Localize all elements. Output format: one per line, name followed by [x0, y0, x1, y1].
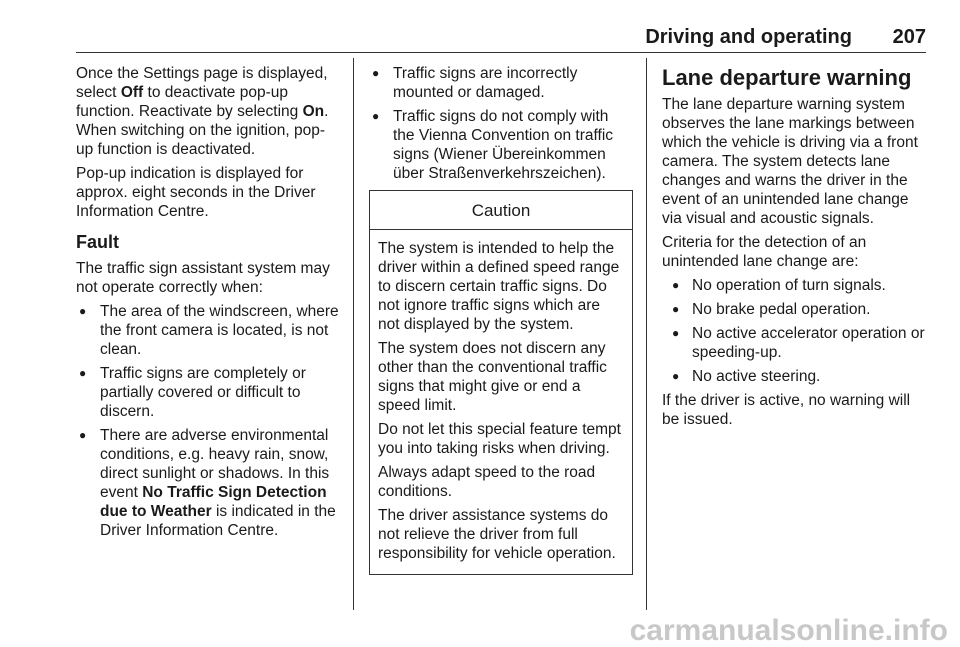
on-keyword: On [302, 103, 325, 120]
fault-list [76, 302, 342, 540]
caution-paragraph: Always adapt speed to the road conditions. [378, 464, 596, 500]
watermark: carmanualsonline.info [629, 614, 948, 647]
fault-list-continued [369, 64, 633, 183]
off-keyword: Off [120, 84, 144, 101]
column-2 [369, 64, 633, 575]
caution-paragraph: Do not let this special feature tempt you into taking risks when driving. [378, 421, 621, 457]
list-item: ● The area of the windscreen, where the front camera is located, is not clean. [76, 302, 342, 359]
lane-departure-heading: Lane departure warning [662, 65, 912, 90]
list-item: ● Traffic signs do not comply with the Vienna Convention on traffic signs (Wiener Übereinkommen über Straßenverkehrszeichen). [369, 107, 633, 183]
header-rule [76, 52, 926, 53]
section-title: Driving and operating [645, 26, 852, 48]
list-item: ● No operation of turn signals. [662, 276, 928, 295]
weather-message: No Traffic Sign Detection due to Weather [100, 484, 327, 520]
popup-paragraph: Pop-up indication is displayed for approx. eight seconds in the Driver Information Centre. [76, 165, 316, 220]
caution-paragraph: The system is intended to help the driver within a defined speed range to discern certain traffic signs. Do not ignore traffic signs which are not displayed by the system. [378, 240, 620, 333]
list-item: ● There are adverse environmental conditions, e.g. heavy rain, snow, direct sunlight or shadows. In this event No Traffic Sign Detection due to Weather is indicated in the Driver Information Centre. [76, 426, 342, 540]
fault-intro: The traffic sign assistant system may not operate correctly when: [76, 260, 330, 296]
caution-body [370, 230, 632, 574]
caution-paragraph: The system does not discern any other than the conventional traffic signs that might give or end a speed limit. [378, 340, 607, 414]
column-3 [662, 64, 928, 434]
criteria-intro: Criteria for the detection of an unintended lane change are: [662, 234, 867, 270]
lane-description: The lane departure warning system observes the lane markings between which the vehicle is driving via a front camera. The system detects lane changes and warns the driver in the event of an unintended lane change via visual and acoustic signals. [662, 96, 918, 227]
fault-heading: Fault [76, 232, 119, 252]
caution-title: Caution [370, 191, 632, 230]
caution-paragraph: The driver assistance systems do not relieve the driver from full responsibility for vehicle operation. [378, 507, 616, 562]
list-item: ● No brake pedal operation. [662, 300, 928, 319]
page-header [76, 28, 926, 54]
list-item: ● No active accelerator operation or speeding-up. [662, 324, 928, 362]
caution-box [369, 190, 633, 575]
page-number: 207 [892, 26, 926, 48]
criteria-list [662, 276, 928, 386]
settings-paragraph: Once the Settings page is displayed, select Off to deactivate pop-up function. Reactivate by selecting On. When switching on the ignition, pop-up function is deactivated. [76, 65, 329, 158]
list-item: ● No active steering. [662, 367, 928, 386]
column-divider-2 [646, 58, 647, 610]
column-1 [76, 64, 342, 545]
active-driver-note: If the driver is active, no warning will be issued. [662, 392, 911, 428]
list-item: ● Traffic signs are completely or partially covered or difficult to discern. [76, 364, 342, 421]
list-item: ● Traffic signs are incorrectly mounted or damaged. [369, 64, 633, 102]
column-divider-1 [353, 58, 354, 610]
